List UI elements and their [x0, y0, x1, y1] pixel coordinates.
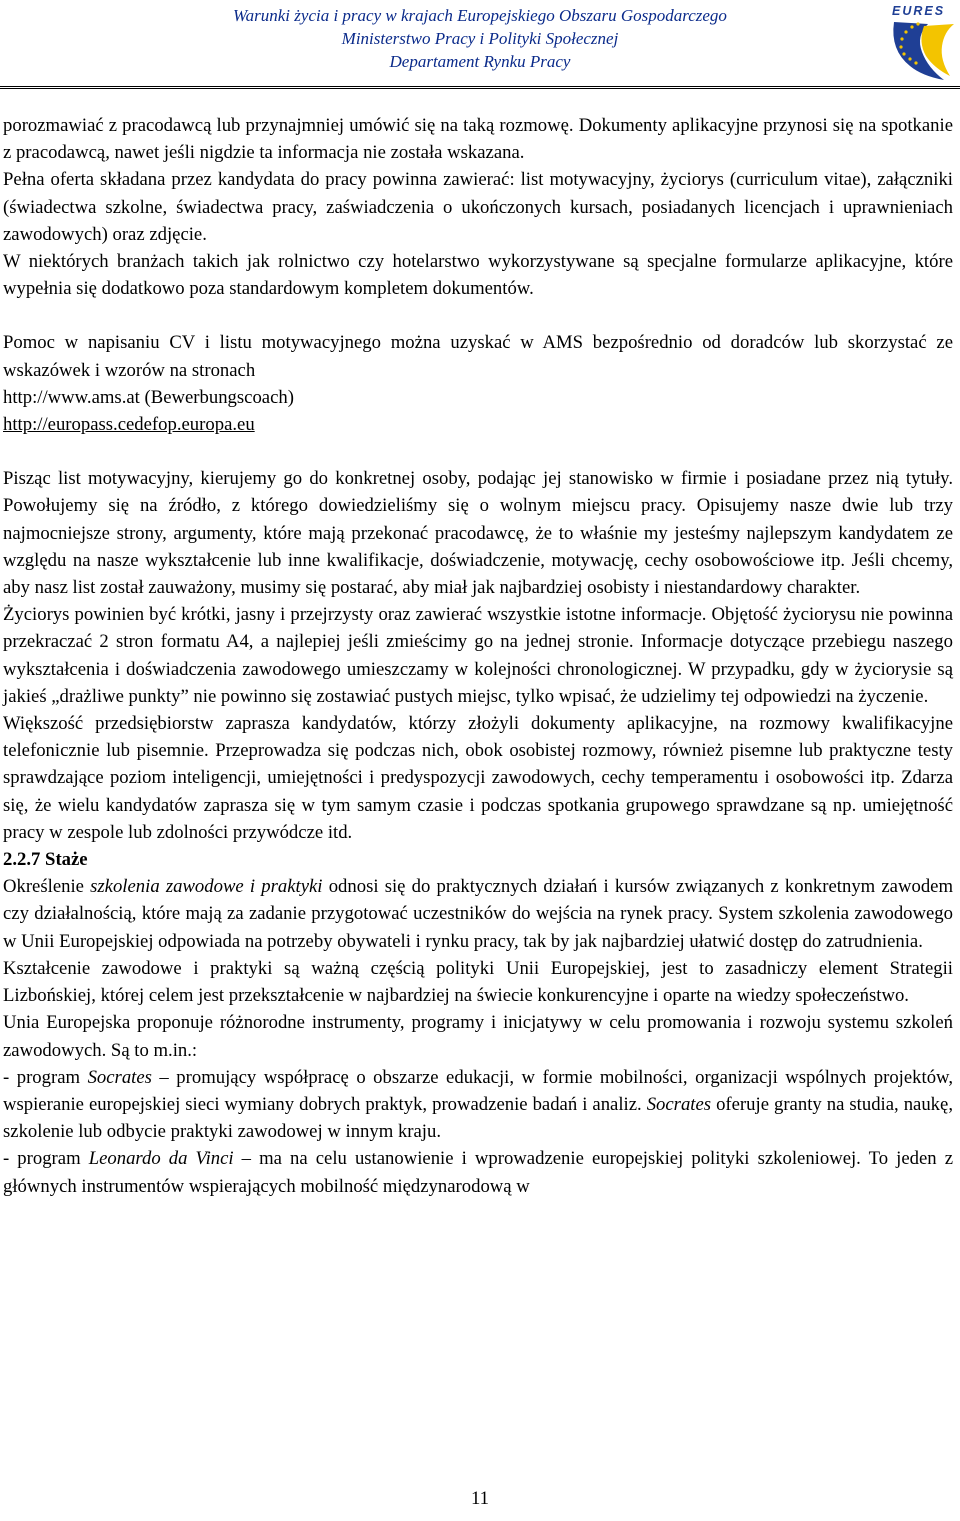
list-item-leonardo	[3, 1145, 953, 1199]
link-europass[interactable]: http://europass.cedefop.europa.eu	[3, 414, 255, 436]
page-number: 11	[471, 1488, 489, 1509]
eures-logo-text: EURES	[892, 4, 946, 18]
paragraph-vocational-training	[3, 873, 953, 955]
paragraph-eu-instruments: Unia Europejska proponuje różnorodne instrumenty, programy i inicjatywy w celu promowania i rozwoju systemu szkoleń zawodowych. Są to m.in.:	[3, 1012, 953, 1061]
text-segment: – ma na celu ustanowienie i wprowadzenie europejskiej polityki szkoleniowej. To jeden z głównych instrumentów wspierających mobilność międzynarodową w	[3, 1148, 953, 1197]
paragraph-cv-help: Pomoc w napisaniu CV i listu motywacyjnego można uzyskać w AMS bezpośrednio od doradców lub skorzystać ze wskazówek i wzorów na stronach	[3, 332, 953, 381]
header-text-block	[170, 4, 790, 73]
italic-program-name: Socrates	[87, 1066, 152, 1088]
text-segment: – promujący współpracę o obszarze edukacji, w formie mobilności, organizacji wspólnych projektów, wspieranie europejskiej sieci wymiany dobrych praktyk, prowadzenie badań i analiz.	[3, 1066, 954, 1115]
italic-program-name: Socrates	[646, 1093, 712, 1115]
header-divider	[0, 86, 960, 89]
paragraph-cover-letter: Pisząc list motywacyjny, kierujemy go do konkretnej osoby, podając jej stanowisko w firmie i posiadane przez nią tytuły. Powołujemy się na źródło, z którego dowiedzieliśmy się o wolnym miejscu pracy. Opisujemy nasze dwie lub trzy najmocniejsze strony, argumenty, które mają przekonać pracodawcę, że to właśnie my jesteśmy najlepszym kandydatem ze względu na naszе wykształcenie lub inne kwalifikacje, doświadczenie, motywację, cechy osobowościowe itp. Jeśli chcemy, aby nasz list został zauważony, musimy się postarać, aby miał jak najbardziej osobisty i niestandardowy charakter.	[3, 468, 953, 599]
header-line-ministry: Ministerstwo Pracy i Polityki Społecznej	[341, 29, 619, 48]
paragraph-cv: Życiorys powinien być krótki, jasny i przejrzysty oraz zawierać wszystkie istotne informacje. Objętość życiorysu nie powinna przekraczać 2 stron formatu A4, a najlepiej jeśli zmieścimy go na jednej stronie. Informacje dotyczące przebiegu naszego wykształcenia i doświadczenia zawodowego umieszczamy w kolejności chronologicznej. W przypadku, gdy w życiorysie są jakieś „drażliwe punkty” nie powinno się zostawiać pustych miejsc, tylko wpisać, że udzielimy tej odpowiedzi na życzenie.	[3, 604, 953, 707]
page-header	[0, 0, 960, 84]
paragraph-documents: porozmawiać z pracodawcą lub przynajmniej umówić się na taką rozmowę. Dokumenty aplikacyjne przynosi się na spotkanie z pracodawcą, nawet jeśli nigdzie ta informacja nie została wskazana.	[3, 115, 953, 164]
text-segment: - program	[3, 1148, 89, 1170]
text-segment: - program	[3, 1066, 88, 1088]
eures-logo	[888, 2, 958, 84]
header-line-department: Departament Rynku Pracy	[389, 52, 571, 71]
paragraph-interviews: Większość przedsiębiorstw zaprasza kandydatów, którzy złożyli dokumenty aplikacyjne, na rozmowy kwalifikacyjne telefonicznie lub pisemnie. Przeprowadza się podczas nich, obok osobistej rozmowy, również pisemne lub praktyczne testy sprawdzające poziom inteligencji, umiejętności i predyspozycji zawodowych, cechy temperamentu i osobowości itp. Zdarza się, że wielu kandydatów zaprasza się w tym samym czasie i podczas spotkania grupowego sprawdzane są np. umiejętność pracy w zespole lub zdolności przywódcze itd.	[3, 713, 953, 843]
italic-program-name: Leonardo da Vinci	[88, 1148, 234, 1170]
text-segment: oferuje granty na studia, naukę, szkolenie lub odbycie praktyki zawodowej w innym kraju.	[3, 1093, 953, 1143]
paragraph-full-offer: Pełna oferta składana przez kandydata do pracy powinna zawierać: list motywacyjny, życiorys (curriculum vitae), załączniki (świadectwa szkolne, świadectwa pracy, zaświadczenia o ukończonych kursach, posiadanych licencjach i uprawnieniach zawodowych) oraz zdjęcie.	[3, 169, 953, 245]
text-segment: Określenie	[3, 876, 91, 898]
italic-term: szkolenia zawodowe i praktyki	[90, 876, 323, 898]
section-heading-staze: 2.2.7 Staże	[3, 849, 88, 871]
document-body	[3, 112, 953, 1200]
header-line-title: Warunki życia i pracy w krajach Europejskiego Obszaru Gospodarczego	[233, 6, 727, 25]
paragraph-special-forms: W niektórych branżach takich jak rolnictwo czy hotelarstwo wykorzystywane są specjalne formularze aplikacyjne, które wypełnia się dodatkowo poza standardowym kompletem dokumentów.	[3, 251, 953, 300]
list-item-socrates	[3, 1064, 953, 1146]
text-segment: odnosi się do praktycznych działań i kursów związanych z konkretnym zawodem czy działalnością, które mają za zadanie przygotować uczestników do wejścia na rynek pracy. System szkolenia zawodowego w Unii Europejskiej odpowiada na potrzeby obywateli i rynku pracy, tak by jak najbardziej ułatwić dostęp do zatrudnienia.	[3, 876, 953, 952]
paragraph-lisbon-strategy: Kształcenie zawodowe i praktyki są ważną częścią polityki Unii Europejskiej, jest to zasadniczy element Strategii Lizbońskiej, której celem jest przekształcenie w najbardziej na świecie konkurencyjne i oparte na wiedzy społeczeństwo.	[3, 957, 953, 1007]
link-ams[interactable]: http://www.ams.at (Bewerbungscoach)	[3, 386, 294, 408]
